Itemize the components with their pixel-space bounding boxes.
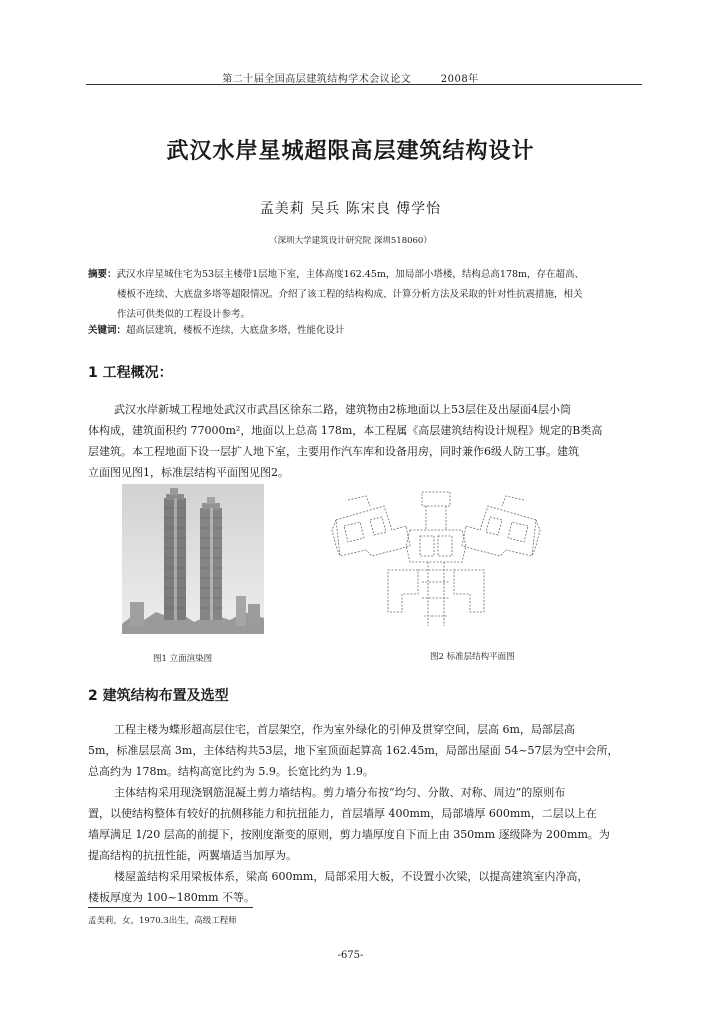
abstract-line: 楼板不连续、大底盘多塔等超限情况。介绍了该工程的结构构成、计算分析方法及采取的针对性抗震措施，相关 bbox=[117, 289, 583, 300]
section-1-paragraph: 武汉水岸新城工程地处武汉市武昌区徐东二路，建筑物由2栋地面以上53层住及出屋面4层小筒 体构成，建筑面积约 77000m²，地面以上总高 178m，本工程属《高层建筑结构设计规程》规定的B类高 层建筑。本工程地面下设一层扩人地下室，主要用作汽车库和设备用房，同时兼作6级人防工事。建筑 立面图见图1，标准层结构平面图见图2。 bbox=[88, 403, 603, 479]
figure-1-caption: 图1 立面渲染图 bbox=[153, 654, 213, 664]
running-header: 第二十届全国高层建筑结构学术会议论文 2008年 bbox=[222, 74, 479, 85]
author-footnote: 孟美莉，女，1970.3出生，高级工程师 bbox=[88, 916, 237, 926]
header-rule bbox=[86, 84, 642, 85]
section-2-paragraph-1: 工程主楼为蝶形超高层住宅，首层架空，作为室外绿化的引伸及贯穿空间，层高 6m，局部层高 5m，标准层层高 3m，主体结构共53层，地下室顶面起算高 162.45m，局部出屋面 54~57层为空中会所， 总高约为 178m。结构高宽比约为 5.9。长宽比约为 1.9。 bbox=[88, 723, 619, 778]
elevation-rendering-image bbox=[122, 484, 264, 634]
abstract bbox=[88, 265, 648, 325]
author-list: 孟美莉 吴兵 陈宋良 傅学怡 bbox=[259, 201, 442, 217]
section-1-heading: 1 工程概况： bbox=[88, 365, 173, 381]
page-number: -675- bbox=[337, 950, 364, 961]
section-2-heading: 2 建筑结构布置及选型 bbox=[88, 688, 229, 704]
keywords bbox=[88, 322, 648, 336]
section-2-paragraph-3: 楼屋盖结构采用梁板体系，梁高 600mm，局部采用大板，不设置小次梁，以提高建筑室内净高， 楼板厚度为 100~180mm 不等。 bbox=[88, 870, 589, 904]
keywords-label: 关键词： bbox=[88, 325, 127, 336]
section-2-paragraph-2: 主体结构采用现浇钢筋混凝土剪力墙结构。剪力墙分布按“均匀、分散、对称、周边”的原则布 置，以使结构整体有较好的抗侧移能力和抗扭能力，首层墙厚 400mm，局部墙厚 600mm，二层以上在 墙厚满足 1/20 层高的前提下，按刚度渐变的原则，剪力墙厚度自下而上由 350mm 逐级降为 200mm。为 提高结构的抗扭性能，两翼墙适当加厚为。 bbox=[88, 786, 610, 862]
figure-2-caption: 图2 标准层结构平面图 bbox=[430, 652, 515, 662]
paper-title: 武汉水岸星城超限高层建筑结构设计 bbox=[166, 139, 535, 164]
keywords-text: 超高层建筑，楼板不连续，大底盘多塔，性能化设计 bbox=[126, 325, 345, 336]
footnote-rule bbox=[88, 907, 253, 908]
abstract-label: 摘要： bbox=[88, 269, 117, 280]
affiliation: （深圳大学建筑设计研究院 深圳518060） bbox=[269, 236, 432, 246]
structural-plan-drawing bbox=[326, 486, 546, 636]
abstract-line: 摘要：武汉水岸星城住宅为53层主楼带1层地下室，主体高度162.45m，加局部小塔楼，结构总高178m，存在超高、 bbox=[88, 269, 585, 280]
abstract-line: 作法可供类似的工程设计参考。 bbox=[117, 309, 251, 320]
